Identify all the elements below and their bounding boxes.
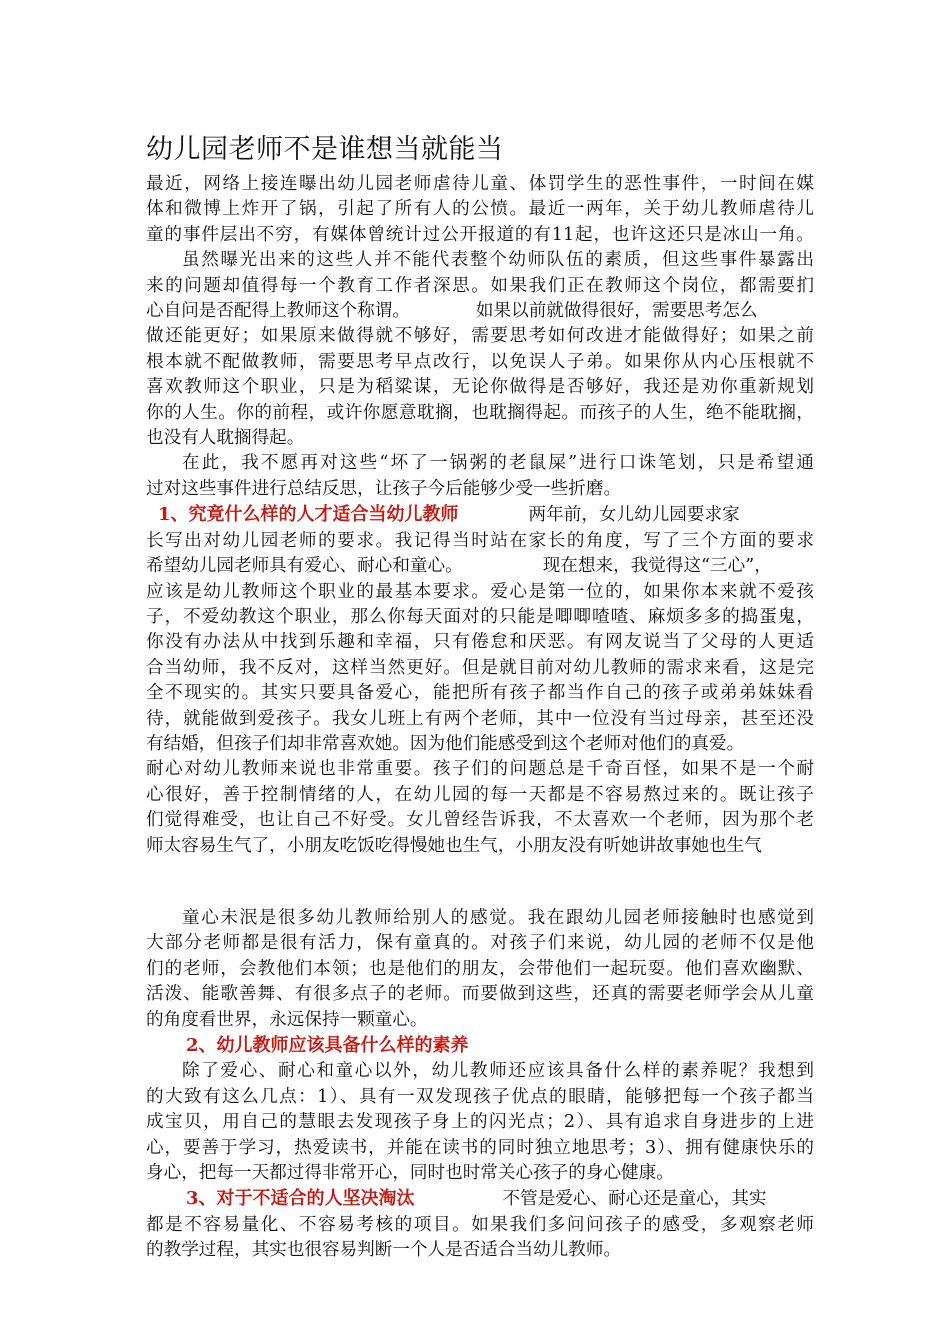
text-segment: 不管是爱心、耐心还是童心，其实 [502,1189,767,1210]
text-line: 都是不容易量化、不容易考核的项目。如果我们多问问孩子的感受，多观察老师 [146,1214,814,1235]
text-line: 来的问题却值得每一个教育工作者深思。如果我们正在教师这个岗位，都需要扪 [146,275,814,296]
text-line: 子，不爱幼教这个职业，那么你每天面对的只能是唧唧喳喳、麻烦多多的捣蛋鬼， [146,606,814,627]
text-line: 除了爱心、耐心和童心以外，幼儿教师还应该具备什么样的素养呢？我想到 [182,1061,814,1082]
text-line: 合当幼师，我不反对，这样当然更好。但是就目前对幼儿教师的需求来看，这是完 [146,657,814,678]
text-line: 全不现实的。其实只要具备爱心，能把所有孩子都当作自己的孩子或弟弟妹妹看 [146,683,814,704]
text-line: 在此，我不愿再对这些“坏了一锅粥的老鼠屎”进行口诛笔划，只是希望通 [182,453,814,474]
text-line: 过对这些事件进行总结反思，让孩子今后能够少受一些折磨。 [146,478,622,499]
text-line: 童心未泯是很多幼儿教师给别人的感觉。我在跟幼儿园老师接触时也感觉到 [182,907,814,928]
text-line: 大部分老师都是很有活力，保有童真的。对孩子们来说，幼儿园的老师不仅是他 [146,933,814,954]
text-line: 你没有办法从中找到乐趣和幸福，只有倦怠和厌恶。有网友说当了父母的人更适 [146,632,814,653]
section-3 [146,1186,814,1263]
text-segment: 希望幼儿园老师具有爱心、耐心和童心。 [146,556,463,577]
text-line [146,554,814,579]
text-line: 童的事件层出不穷，有媒体曾统计过公开报道的有11起，也许这还只是冰山一角。 [146,224,814,245]
section-2-heading: 2、幼儿教师应该具备什么样的素养 [186,1035,469,1056]
text-line: 们的老师，会教他们本领；也是他们的朋友，会带他们一起玩耍。他们喜欢幽默、 [146,958,814,979]
paragraph-reflection [146,248,814,451]
text-line: 待，就能做到爱孩子。我女儿班上有两个老师，其中一位没有当过母亲，甚至还没 [146,708,814,729]
paragraph-intro [146,172,814,248]
section-1-heading: 1、究竟什么样的人才适合当幼儿教师 [158,504,459,526]
text-line: 师太容易生气了，小朋友吃饭吃得慢她也生气，小朋友没有听她讲故事她也生气 [146,835,762,856]
text-line: 体和微博上炸开了锅，引起了所有人的公愤。最近一两年，关于幼儿教师虐待儿 [146,199,814,220]
blank-gap [146,859,814,906]
text-line: 耐心对幼儿教师来说也非常重要。孩子们的问题总是千奇百怪，如果不是一个耐 [146,759,814,780]
text-line: 的大致有这么几点：1）、具有一双发现孩子优点的眼睛，能够把每一个孩子都当 [146,1086,814,1107]
text-line [146,1033,814,1059]
text-line: 也没有人耽搁得起。 [146,428,305,449]
text-line [146,1186,814,1212]
document-title: 幼儿园老师不是谁想当就能当 [146,134,504,165]
section-2 [146,1033,814,1186]
text-segment: 现在想来，我觉得这“三心”， [542,556,772,577]
text-line: 的角度看世界，永远保持一颗童心。 [146,1009,428,1030]
text-line [146,502,814,528]
text-line: 做还能更好；如果原来做得就不够好，需要思考如何改进才能做得好；如果之前 [146,326,814,347]
text-line: 心，要善于学习，热爱读书，并能在读书的同时独立地思考；3）、拥有健康快乐的 [146,1137,814,1158]
text-line: 成宝贝，用自己的慧眼去发现孩子身上的闪光点；2）、具有追求自身进步的上进 [146,1112,814,1133]
paragraph-childlike [146,906,814,1033]
text-line: 身心，把每一天都过得非常开心，同时也时常关心孩子的身心健康。 [146,1163,674,1184]
text-line: 们觉得难受，也让自己不好受。女儿曾经告诉我，不太喜欢一个老师，因为那个老 [146,810,814,831]
text-line: 喜欢教师这个职业，只是为稻粱谋，无论你做得是否够好，我还是劝你重新规划 [146,377,814,398]
section-3-heading: 3、对于不适合的人坚决淘汰 [186,1188,415,1210]
text-line: 应该是幼儿教师这个职业的最基本要求。爱心是第一位的，如果你本来就不爱孩 [146,581,814,602]
text-line: 你的人生。你的前程，或许你愿意耽搁，也耽搁得起。而孩子的人生，绝不能耽搁， [146,402,814,423]
document-page [146,130,814,1264]
section-1 [146,502,814,859]
text-line: 心很好，善于控制情绪的人，在幼儿园的每一天都是不容易熬过来的。既让孩子 [146,784,814,805]
text-line [146,299,814,324]
text-line: 虽然曝光出来的这些人并不能代表整个幼师队伍的素质，但这些事件暴露出 [182,250,814,271]
text-line: 长写出对幼儿园老师的要求。我记得当时站在家长的角度，写了三个方面的要求 [146,530,814,551]
text-segment: 心自问是否配得上教师这个称谓。 [146,301,410,322]
text-line: 有结婚，但孩子们却非常喜欢她。因为他们能感受到这个老师对他们的真爱。 [146,733,745,754]
text-line: 活泼、能歌善舞、有很多点子的老师。而要做到这些，还真的需要老师学会从儿童 [146,984,814,1005]
text-segment: 如果以前就做得很好，需要思考怎么 [475,301,758,322]
text-line: 最近，网络上接连曝出幼儿园老师虐待儿童、体罚学生的恶性事件，一时间在媒 [146,174,814,194]
text-line: 的教学过程，其实也很容易判断一个人是否适合当幼儿教师。 [146,1240,622,1261]
paragraph-hope [146,451,814,502]
text-segment: 两年前，女儿幼儿园要求家 [528,505,740,526]
text-line: 根本就不配做教师，需要思考早点改行，以免误人子弟。如果你从内心压根就不 [146,351,814,372]
